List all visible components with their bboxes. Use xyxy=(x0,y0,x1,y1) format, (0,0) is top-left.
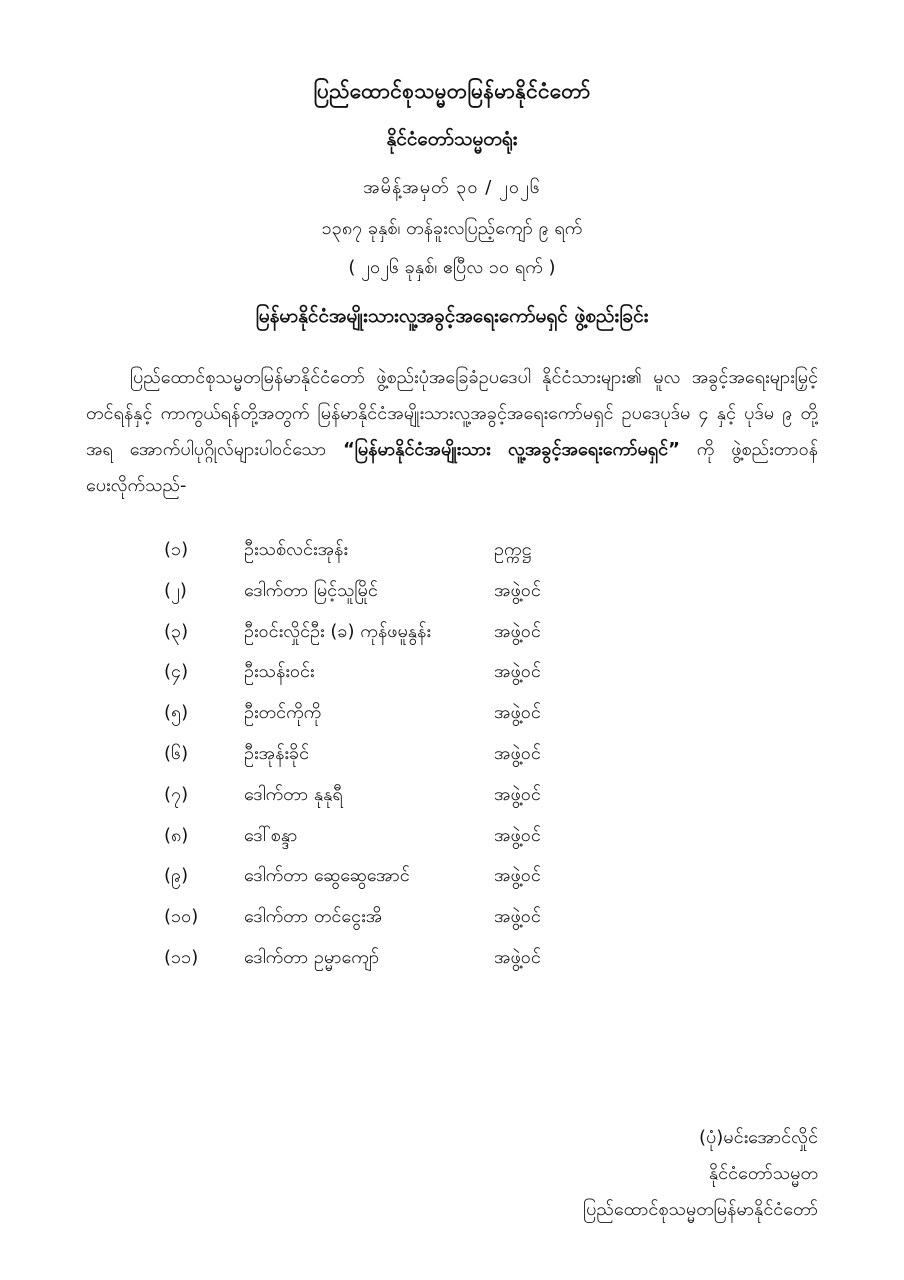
member-number: (၁၀) xyxy=(164,906,199,928)
member-number: (၁၁) xyxy=(164,946,199,968)
member-name: ဦးသစ်လင်းအုန်း xyxy=(244,539,348,560)
signature-block xyxy=(583,1120,818,1228)
member-name: ဒေါ်စန္ဒာ xyxy=(244,824,298,846)
member-role: အဖွဲ့ဝင် xyxy=(494,620,541,642)
member-name: ဦးအုန်းခိုင် xyxy=(244,742,310,764)
table-row xyxy=(164,938,634,979)
member-number: (၃) xyxy=(164,620,189,642)
table-row xyxy=(164,530,634,571)
member-number: (၁) xyxy=(164,539,189,560)
member-role: ဥက္ကဋ္ဌ xyxy=(494,539,532,560)
member-role: အဖွဲ့ဝင် xyxy=(494,579,541,601)
body-text-part2: ကို ဖွဲ့စည်းတာဝန်ပေးလိုက်သည်- xyxy=(86,439,818,496)
table-row xyxy=(164,734,634,775)
table-row xyxy=(164,612,634,653)
member-role: အဖွဲ့ဝင် xyxy=(494,661,541,683)
member-role: အဖွဲ့ဝင် xyxy=(494,946,541,968)
member-name: ဒေါက်တာ ဆွေဆွေအောင် xyxy=(244,865,410,887)
body-text-part1: ပြည်ထောင်စုသမ္မတမြန်မာနိုင်ငံတော် ဖွဲ့စည်းပုံအခြေခံဥပဒေပါ နိုင်ငံသားများ၏ မူလ အခွင့်အရေးများမြှင့်တင်ရန်နှင့် ကာကွယ်ရန်တို့အတွက် မြန်မာနိုင်ငံအမျိုးသားလူ့အခွင့်အရေးကော်မရှင် ဥပဒေပုဒ်မ ၄ နှင့် ပုဒ်မ ၉ တို့အရ အောက်ပါပုဂ္ဂိုလ်များပါဝင်သော xyxy=(86,367,818,460)
member-role: အဖွဲ့ဝင် xyxy=(494,742,541,764)
body-paragraph xyxy=(86,360,818,504)
table-row xyxy=(164,856,634,897)
member-number: (၈) xyxy=(164,824,189,846)
document-header-country: ပြည်ထောင်စုသမ္မတမြန်မာနိုင်ငံတော် xyxy=(313,79,591,103)
member-number: (၂) xyxy=(164,579,187,601)
member-role: အဖွဲ့ဝင် xyxy=(494,702,541,724)
member-number: (၇) xyxy=(164,783,189,805)
member-role: အဖွဲ့ဝင် xyxy=(494,783,541,805)
signature-name: (ပုံ)မင်းအောင်လှိုင် xyxy=(699,1127,818,1148)
member-name: ဦးဝင်းလှိုင်ဦး (ခ) ကုန်ဖမူနွန်း xyxy=(244,620,431,642)
table-row xyxy=(164,897,634,938)
document-subject: မြန်မာနိုင်ငံအမျိုးသားလူ့အခွင့်အရေးကော်မရှင် ဖွဲ့စည်းခြင်း xyxy=(255,305,649,327)
signature-title: နိုင်ငံတော်သမ္မတ xyxy=(708,1163,818,1184)
member-name: ဒေါက်တာ မြင့်သူမြိုင် xyxy=(244,579,378,601)
signature-organization: ပြည်ထောင်စုသမ္မတမြန်မာနိုင်ငံတော် xyxy=(583,1199,818,1220)
table-row xyxy=(164,693,634,734)
table-row xyxy=(164,816,634,857)
date-myanmar-calendar: ၁၃၈၇ ခုနှစ်၊ တန်ခူးလပြည့်ကျော် ၉ ရက် xyxy=(321,218,583,239)
member-role: အဖွဲ့ဝင် xyxy=(494,865,541,887)
member-name: ဒေါက်တာ တင်ငွေးအိ xyxy=(244,906,383,928)
table-row xyxy=(164,571,634,612)
member-name: ဦးတင်ကိုကို xyxy=(244,702,322,724)
member-name: ဒေါက်တာ နုနုရီ xyxy=(244,783,343,805)
member-number: (၆) xyxy=(164,742,189,764)
member-name: ဒေါက်တာ ဥမ္မာကျော် xyxy=(244,946,380,968)
document-header-office: နိုင်ငံတော်သမ္မတရုံး xyxy=(386,128,518,150)
member-number: (၅) xyxy=(164,702,189,724)
member-number: (၄) xyxy=(164,661,189,683)
member-role: အဖွဲ့ဝင် xyxy=(494,824,541,846)
date-gregorian-calendar: ( ၂၀၂၆ ခုနှစ်၊ ဧပြီလ ၁၀ ရက် ) xyxy=(348,257,556,278)
member-role: အဖွဲ့ဝင် xyxy=(494,906,541,928)
member-number: (၉) xyxy=(164,865,189,887)
table-row xyxy=(164,652,634,693)
order-number: အမိန့်အမှတ် ၃၀ / ၂၀၂၆ xyxy=(363,177,541,198)
body-text-quoted-commission-name: “မြန်မာနိုင်ငံအမျိုးသား လူ့အခွင့်အရေးကော်မရှင်” xyxy=(343,439,680,460)
member-name: ဦးသန်းဝင်း xyxy=(244,661,315,683)
members-table xyxy=(164,530,634,979)
table-row xyxy=(164,775,634,816)
